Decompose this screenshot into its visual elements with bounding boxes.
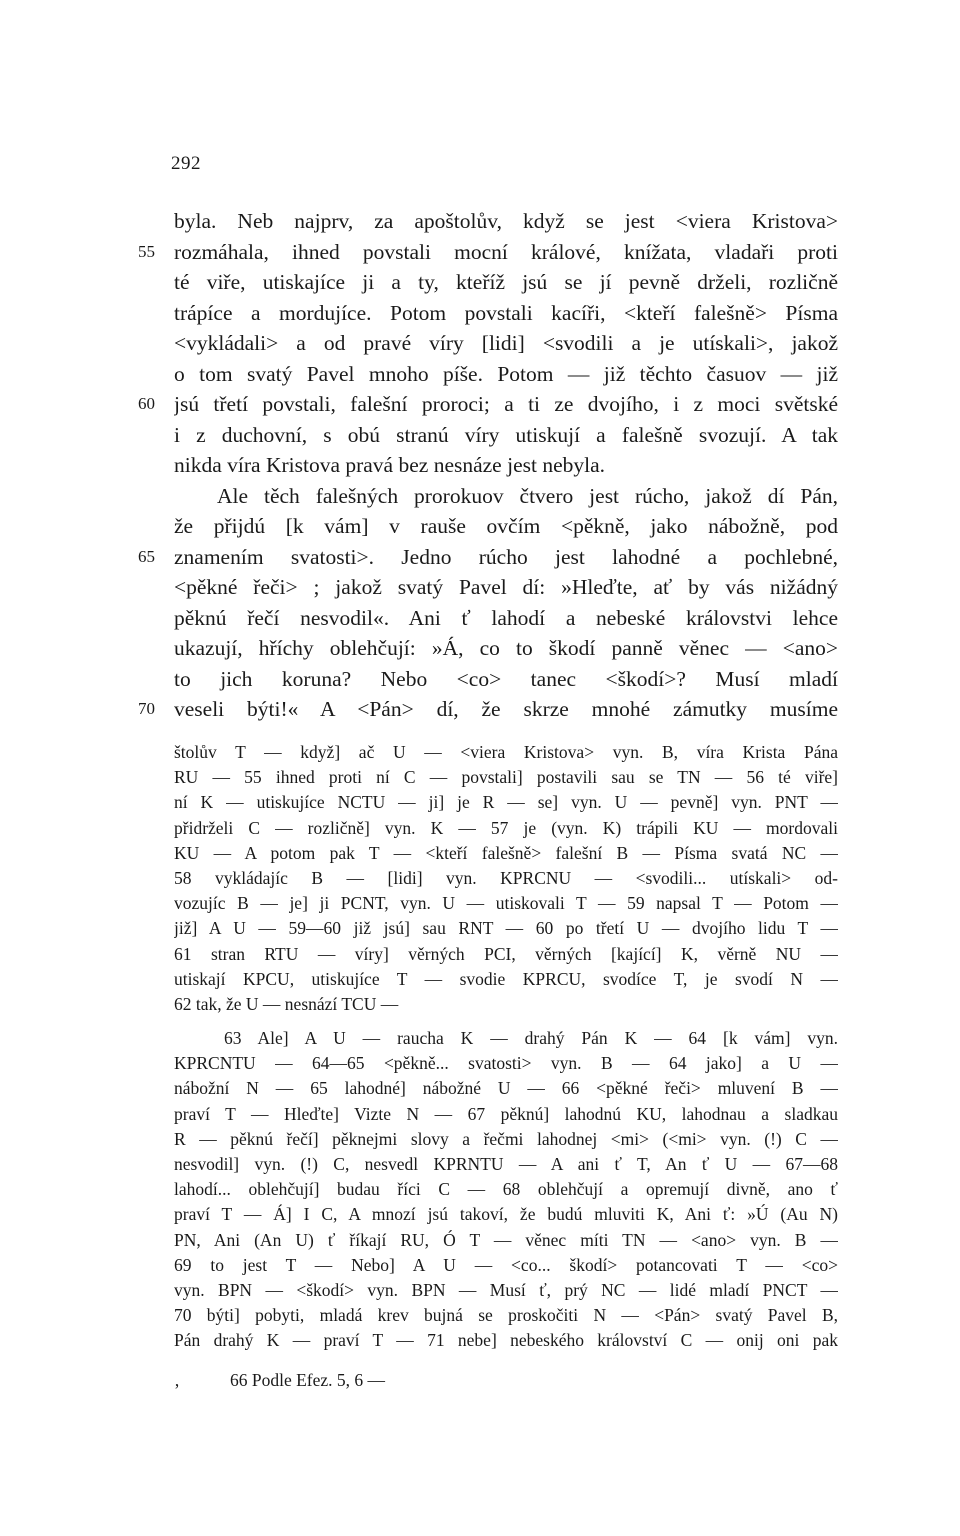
note-line [0, 1026, 960, 1051]
note-line [0, 740, 960, 765]
text-line [0, 511, 960, 542]
line-text: byla. Neb najprv, za apoštolův, když se jest <viera Kristova> [174, 209, 838, 233]
note-text: KPRCNTU — 64—65 <pěkně... svatosti> vyn. B — 64 jako] a U — [174, 1053, 838, 1074]
note-line [0, 790, 960, 815]
line-text: o tom svatý Pavel mnoho píše. Potom — již těchto časuov — již [174, 361, 838, 386]
note-text: KU — A potom pak T — <kteří falešně> falešní B — Písma svatá NC — [174, 842, 838, 863]
note-text: R — pěknú řečí] pěknejmi slovy a řečmi lahodnej <mi> (<mi> vyn. (!) C — [174, 1128, 838, 1149]
note-line [0, 942, 960, 967]
note-line [0, 1127, 960, 1152]
note-gap [0, 1017, 960, 1026]
text-line [0, 298, 960, 329]
note-line [0, 1076, 960, 1101]
footnote-mark: ‚ [174, 1370, 180, 1390]
note-line [0, 1303, 960, 1328]
note-line [0, 1202, 960, 1227]
line-number: 55 [138, 241, 155, 261]
note-text: 63 Ale] A U — raucha K — drahý Pán K — 64 [k vám] vyn. [224, 1028, 838, 1049]
note-line [0, 916, 960, 941]
note-text: PN, Ani (An U) ť říkají RU, Ó T — věnec míti TN — <ano> vyn. B — [174, 1229, 838, 1250]
note-text: ní K — utiskujíce NCTU — ji] je R — se] vyn. U — pevně] vyn. PNT — [174, 792, 838, 813]
note-text: již] A U — 59—60 již jsú] sau RNT — 60 po třetí U — dvojího lidu T — [174, 918, 838, 939]
text-line [0, 359, 960, 390]
note-text: 58 vykládajíc B — [lidi] vyn. KPRCNU — <svodili... utískali> od- [174, 867, 838, 888]
text-line [0, 420, 960, 451]
line-text: jsú třetí povstali, falešní proroci; a ti ze dvojího, i z moci světské [174, 392, 838, 416]
line-text: ukazují, hříchy oblehčují: »Á, co to škodí panně věnec — <ano> [174, 636, 838, 660]
line-text: Ale těch falešných prorokuov čtvero jest rúcho, jakož dí Pán, [217, 483, 838, 508]
note-line [0, 1328, 960, 1353]
line-number: 70 [138, 699, 155, 718]
note-text: praví T — Á] I C, A mnozí jsú takoví, že budú mluviti K, Ani ť: »Ú (Au N) [174, 1204, 838, 1225]
line-text: veseli býti!« A <Pán> dí, že skrze mnohé zámutky musíme [174, 697, 838, 721]
note-line [0, 1051, 960, 1076]
note-text: 70 býti] pobyti, mladá krev bujná se proskočiti N — <Pán> svatý Pavel B, [174, 1305, 838, 1326]
text-line [0, 542, 960, 573]
text-line [0, 450, 960, 481]
note-text: utiskají KPCU, utiskujíce T — svodie KPRCU, svodíce T, je svodí N — [174, 968, 838, 989]
text-line [0, 237, 960, 268]
line-text: <pěkné řeči> ; jakož svatý Pavel dí: »Hleďte, ať by vás nižádný [174, 575, 838, 599]
note-line [0, 1228, 960, 1253]
note-line [0, 816, 960, 841]
note-text: 69 to jest T — Nebo] A U — <co... škodí> potancovati T — <co> [174, 1254, 838, 1275]
main-text [0, 206, 960, 725]
note-line [0, 841, 960, 866]
text-line [0, 633, 960, 664]
note-text: 62 tak, že U — nesnází TCU — [174, 993, 399, 1014]
text-line [0, 664, 960, 695]
note-line [0, 967, 960, 992]
bottom-footnote [174, 1368, 838, 1393]
line-text: trápíce a mordujíce. Potom povstali kacíři, <kteří falešně> Písma [174, 300, 838, 325]
note-text: přidrželi C — rozličně] vyn. K — 57 je (vyn. K) trápili KU — mordovali [174, 817, 838, 838]
line-number: 65 [138, 546, 155, 566]
line-text: nikda víra Kristova pravá bez nesnáze jest nebyla. [174, 453, 606, 477]
text-line [0, 603, 960, 634]
note-text: Pán drahý K — praví T — 71 nebe] nebeského království C — onij oni pak [174, 1330, 838, 1351]
critical-apparatus [0, 740, 960, 1354]
note-line [0, 1177, 960, 1202]
text-line [0, 694, 960, 725]
page-number: 292 [171, 153, 201, 174]
text-line [0, 206, 960, 237]
line-text: <vykládali> a od pravé víry [lidi] <svodili a je utískali>, jakož [174, 331, 838, 355]
text-line [0, 389, 960, 420]
note-text: vyn. BPN — <škodí> vyn. BPN — Musí ť, prý NC — lidé mladí PNCT — [174, 1279, 838, 1300]
note-line [0, 1102, 960, 1127]
note-text: vozujíc B — je] ji PCNT, vyn. U — utiskovali T — 59 napsal T — Potom — [174, 893, 838, 914]
note-line [0, 992, 960, 1017]
note-text: praví T — Hleďte] Vizte N — 67 pěknú] lahodnú KU, lahodnau a sladkau [174, 1103, 838, 1124]
note-line [0, 1278, 960, 1303]
line-number: 60 [138, 394, 155, 413]
note-line [0, 891, 960, 916]
note-text: lahodí... oblehčují] budau říci C — 68 oblehčují a opremují divně, ano ť [174, 1179, 838, 1200]
line-text: pěknú řečí nesvodil«. Ani ť lahodí a nebeské královstvi lehce [174, 605, 838, 630]
note-text: štolův T — když] ač U — <viera Kristova> vyn. B, víra Krista Pána [174, 742, 838, 762]
line-text: že přijdú [k vám] v rauše ovčím <pěkně, jako nábožně, pod [174, 514, 838, 538]
note-text: nábožní N — 65 lahodné] nábožné U — 66 <pěkné řeči> mluvení B — [174, 1078, 838, 1099]
note-line [0, 765, 960, 790]
note-text: 61 stran RTU — víry] věrných PCI, věrných [kající] K, věrně NU — [174, 943, 838, 964]
footnote-text: 66 Podle Efez. 5, 6 — [230, 1370, 386, 1390]
note-line [0, 1152, 960, 1177]
note-text: nesvodil] vyn. (!) C, nesvedl KPRNTU — A ani ť T, An ť U — 67—68 [174, 1154, 838, 1174]
text-line [0, 572, 960, 603]
line-text: té viře, utiskajíce ji a ty, kteříž jsú se jí pevně drželi, rozličně [174, 270, 838, 294]
text-line [0, 481, 960, 512]
text-line [0, 328, 960, 359]
line-text: i z duchovní, s obú stranú víry utiskují a falešně svozují. A tak [174, 422, 838, 447]
note-line [0, 1253, 960, 1278]
line-text: rozmáhala, ihned povstali mocní králové, knížata, vladaři proti [174, 239, 838, 264]
note-line [0, 866, 960, 891]
text-line [0, 267, 960, 298]
note-text: RU — 55 ihned proti ní C — povstali] postavili sau se TN — 56 té viře] [174, 767, 838, 788]
line-text: to jich koruna? Nebo <co> tanec <škodí>? Musí mladí [174, 666, 838, 691]
line-text: znamením svatosti>. Jedno rúcho jest lahodné a pochlebné, [174, 544, 838, 569]
